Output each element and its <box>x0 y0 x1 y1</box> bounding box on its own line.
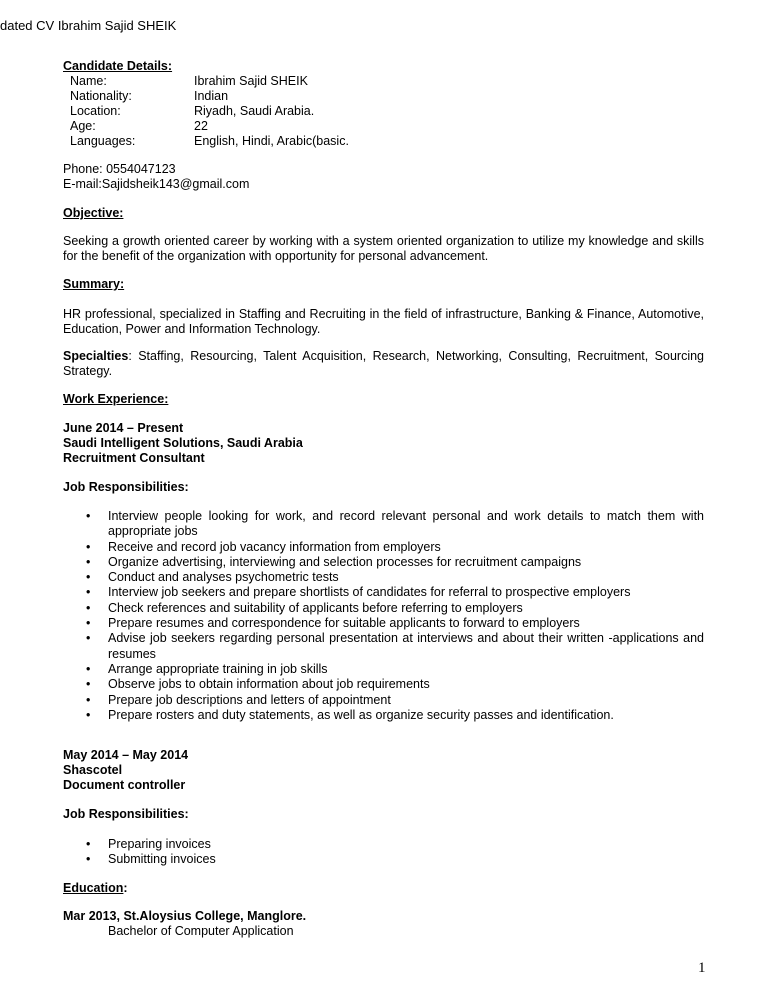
email-line: E-mail:Sajidsheik143@gmail.com <box>63 177 250 191</box>
list-item: • Conduct and analyses psychometric tests <box>86 570 339 585</box>
job1-company: Saudi Intelligent Solutions, Saudi Arabia <box>63 436 303 450</box>
list-item: • Preparing invoices <box>86 837 211 851</box>
list-item: • Observe jobs to obtain information about job requirements <box>86 677 430 692</box>
education-heading-line <box>63 881 128 895</box>
age-label: Age: <box>70 119 96 133</box>
specialties-label: Specialties <box>63 349 129 363</box>
objective-text: Seeking a growth oriented career by working with a system oriented organization to utilize my knowledge and skills for the benefit of the organization with opportunity for personal advancement. <box>63 234 704 263</box>
list-item: • Receive and record job vacancy information from employers <box>86 539 441 554</box>
list-item: • Interview job seekers and prepare shortlists of candidates for referral to prospective employers <box>86 585 631 600</box>
languages-label: Languages: <box>70 134 136 148</box>
job2-company: Shascotel <box>63 763 123 777</box>
work-experience-heading: Work Experience: <box>63 392 169 406</box>
education-entry: Mar 2013, St.Aloysius College, Manglore. <box>63 909 307 923</box>
location-label: Location: <box>70 104 121 118</box>
job1-responsibilities-heading: Job Responsibilities: <box>63 480 189 494</box>
specialties-paragraph <box>63 349 704 379</box>
list-item: • Prepare job descriptions and letters of appointment <box>86 692 391 707</box>
name-label: Name: <box>70 74 107 88</box>
bullet-icon: • <box>86 852 91 867</box>
bullet-icon: • <box>86 692 91 707</box>
bullet-icon: • <box>86 509 91 523</box>
summary-heading: Summary: <box>63 277 125 291</box>
list-item: • Advise job seekers regarding personal presentation at interviews and about their written -applications and resumes <box>86 631 704 661</box>
bullet-icon: • <box>86 661 91 676</box>
job2-responsibilities-heading: Job Responsibilities: <box>63 807 189 821</box>
page-number: 1 <box>698 960 706 976</box>
specialties-text: : Staffing, Resourcing, Talent Acquisition, Research, Networking, Consulting, Recruitment, Sourcing Strategy. <box>63 349 704 378</box>
phone-line: Phone: 0554047123 <box>63 162 176 176</box>
nationality-label: Nationality: <box>70 89 132 103</box>
education-heading: Education <box>63 881 124 895</box>
candidate-details-heading: Candidate Details: <box>63 59 173 73</box>
bullet-icon: • <box>86 707 91 722</box>
age-value: 22 <box>194 119 208 133</box>
objective-heading: Objective: <box>63 206 124 220</box>
list-item: • Check references and suitability of applicants before referring to employers <box>86 600 523 615</box>
bullet-icon: • <box>86 677 91 692</box>
location-value: Riyadh, Saudi Arabia. <box>194 104 315 118</box>
bullet-icon: • <box>86 616 91 631</box>
list-item: • Submitting invoices <box>86 852 216 867</box>
job2-responsibilities-list <box>0 837 704 868</box>
job1-dates: June 2014 – Present <box>63 421 184 435</box>
name-value: Ibrahim Sajid SHEIK <box>194 74 308 88</box>
bullet-icon: • <box>86 600 91 615</box>
education-heading-colon: : <box>123 881 128 895</box>
bullet-icon: • <box>86 539 91 554</box>
bullet-icon: • <box>86 585 91 600</box>
list-item: • Organize advertising, interviewing and selection processes for recruitment campaigns <box>86 554 582 569</box>
list-item: • Prepare rosters and duty statements, as well as organize security passes and identification. <box>86 707 614 722</box>
job1-responsibilities-list <box>0 509 704 723</box>
document-header: dated CV Ibrahim Sajid SHEIK <box>0 18 177 33</box>
summary-text: HR professional, specialized in Staffing and Recruiting in the field of infrastructure, Banking & Finance, Automotive, Education, Power and Information Technology. <box>63 307 704 336</box>
job2-role: Document controller <box>63 778 186 792</box>
education-degree: Bachelor of Computer Application <box>108 924 294 938</box>
list-item: • Prepare resumes and correspondence for suitable applicants to forward to employers <box>86 616 580 631</box>
bullet-icon: • <box>86 570 91 585</box>
nationality-value: Indian <box>194 89 229 103</box>
job1-role: Recruitment Consultant <box>63 451 205 465</box>
bullet-icon: • <box>86 837 91 851</box>
list-item: • Interview people looking for work, and record relevant personal and work details to match them with appropriate jobs <box>86 509 704 539</box>
languages-value: English, Hindi, Arabic(basic. <box>194 134 349 148</box>
list-item: • Arrange appropriate training in job skills <box>86 661 328 676</box>
bullet-icon: • <box>86 631 91 646</box>
bullet-icon: • <box>86 554 91 569</box>
job2-dates: May 2014 – May 2014 <box>63 748 189 762</box>
